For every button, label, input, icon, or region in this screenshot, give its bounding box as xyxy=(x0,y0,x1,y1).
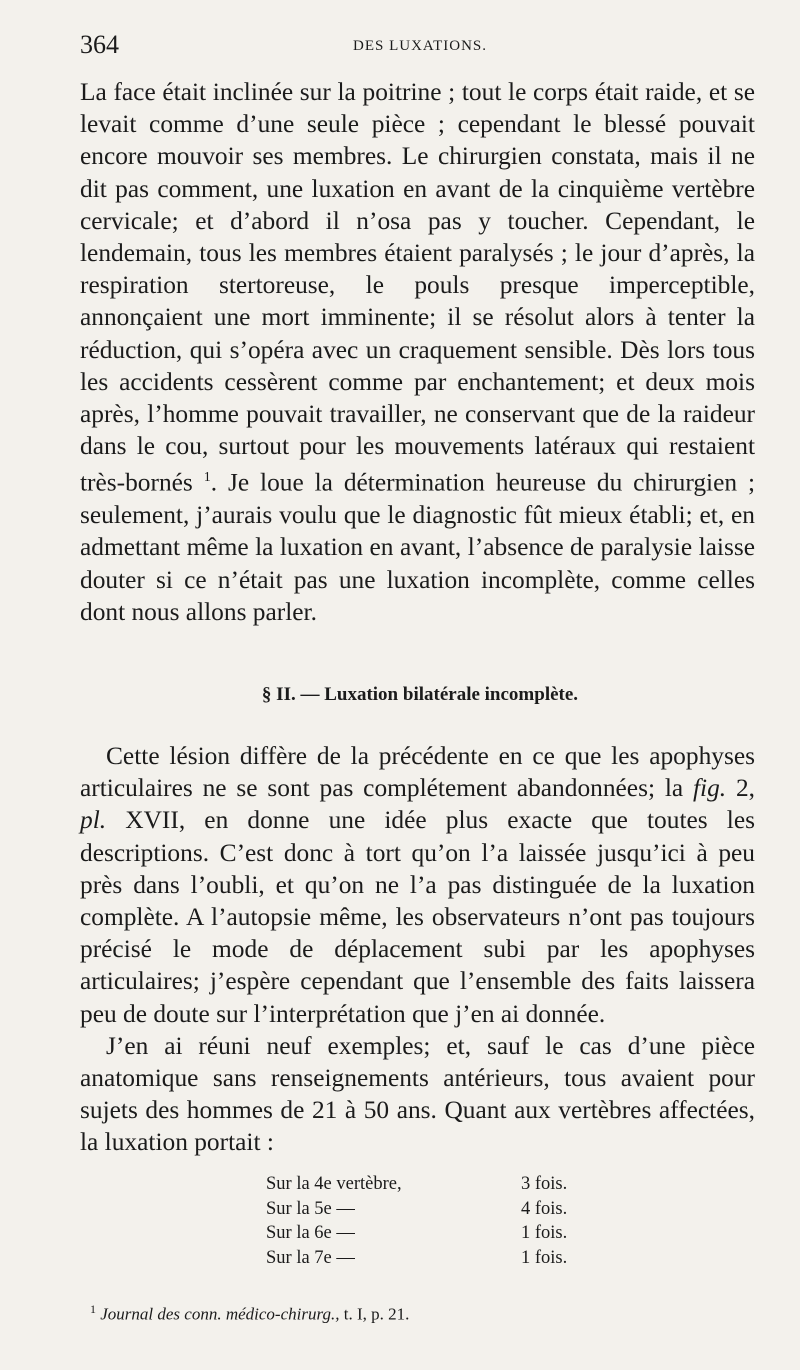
vertebra-distribution xyxy=(266,1172,606,1270)
paragraph-text-after: . Je loue la détermination heureuse du chirurgien ; seulement, j’aurais voulu que le diagnostic fût mieux établi; et, en admettant même la luxation en avant, l’absence de paralysie laisse douter si ce n’était pas une luxation incomplète, comme celles dont nous allons parler. xyxy=(80,468,756,626)
paragraph xyxy=(80,740,755,1030)
fig-reference: fig. xyxy=(692,774,727,803)
footnote-source: Journal des conn. médico-chirurg., xyxy=(100,1304,340,1324)
paragraph-text: Cette lésion diffère de la précédente en ce que les apophyses articulaires ne se sont pas complétement abandonnées; la xyxy=(80,742,755,803)
list-item xyxy=(266,1246,606,1271)
footnote-marker: 1 xyxy=(203,470,211,486)
list-item xyxy=(266,1197,606,1222)
vertebra-label: Sur la 7e — xyxy=(266,1247,355,1268)
section-heading: § II. — Luxation bilatérale incomplète. xyxy=(261,684,579,705)
body-text xyxy=(80,76,755,628)
vertebra-label: Sur la 5e — xyxy=(266,1198,355,1219)
running-title: DES LUXATIONS. xyxy=(353,38,487,54)
paragraph-text: 2, xyxy=(726,774,756,803)
footnote xyxy=(90,1302,409,1325)
paragraph: J’en ai réuni neuf exemples; et, sauf le cas d’une pièce anatomique sans renseignements antérieurs, tous avaient pour sujets des hommes de 21 à 50 ans. Quant aux vertèbres affectées, la luxation portait : xyxy=(80,1031,755,1157)
list-item xyxy=(266,1221,606,1246)
case-count: 3 fois. xyxy=(521,1174,568,1194)
page-header xyxy=(80,30,760,70)
footnote-reference: t. I, p. 21. xyxy=(343,1304,410,1324)
paragraph xyxy=(80,76,755,628)
footnote-number: 1 xyxy=(90,1302,96,1316)
list-item xyxy=(266,1172,606,1197)
case-count: 4 fois. xyxy=(521,1198,568,1219)
vertebra-label: Sur la 6e — xyxy=(266,1223,355,1243)
plate-reference: pl. xyxy=(80,806,107,835)
page-number: 364 xyxy=(80,30,119,59)
vertebra-label: Sur la 4e vertèbre, xyxy=(266,1174,402,1194)
case-count: 1 fois. xyxy=(521,1247,568,1268)
paragraph-text: XVII, en donne une idée plus exacte que toutes les descriptions. C’est donc à tort qu’on l’a laissée jusqu’ici à peu près dans l’oubli, et qu’on ne l’a pas distinguée de la luxation complète. A l’autopsie même, les observateurs n’ont pas toujours précisé le mode de déplacement subi par les apophyses articulaires; j’espère cependant que l’ensemble des faits laissera peu de doute sur l’interprétation que j’en ai donnée. xyxy=(80,806,755,1028)
section-body xyxy=(80,740,755,1159)
paragraph-text: La face était inclinée sur la poitrine ; tout le corps était raide, et se levait comme d’une seule pièce ; cependant le blessé pouvait encore mouvoir ses membres. Le chirurgien constata, mais il ne dit pas comment, une luxation en avant de la cinquième vertèbre cervicale; et d’abord il n’osa pas y toucher. Cependant, le lendemain, tous les membres étaient paralysés ; le jour d’après, la respiration stertoreuse, le pouls presque imperceptible, annonçaient une mort imminente; il se résolut alors à tenter la réduction, qui s’opéra avec un craquement sensible. Dès lors tous les accidents cessèrent comme par enchantement; et deux mois après, l’homme pouvait travailler, ne conservant que de la raideur dans le cou, surtout pour les mouvements latéraux qui restaient très-bornés xyxy=(80,78,755,497)
case-count: 1 fois. xyxy=(521,1223,568,1243)
